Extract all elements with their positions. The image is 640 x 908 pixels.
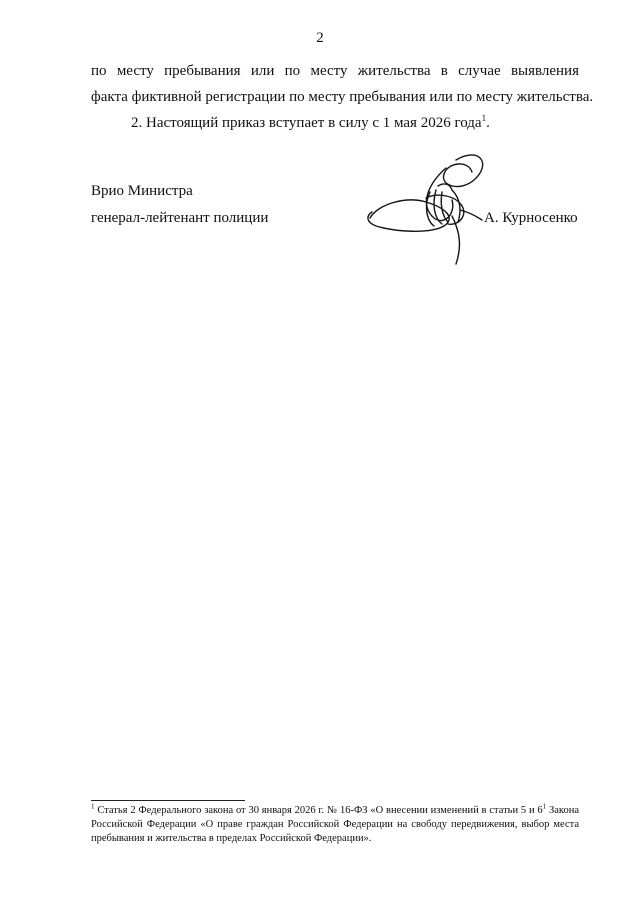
signatory-title-line-1: Врио Министра: [91, 183, 193, 199]
continuation-line-1: по месту пребывания или по месту жительства в случае выявления: [91, 63, 579, 79]
body-text: [91, 58, 594, 136]
footnote-divider: [91, 800, 245, 801]
footnote-article-superscript: 1: [542, 802, 547, 811]
paragraph-2: [91, 110, 579, 136]
signatory-title: [91, 178, 268, 232]
footnote-reference: 1: [481, 113, 487, 123]
paragraph-2-text: 2. Настоящий приказ вступает в силу с 1 мая 2026 года: [131, 115, 482, 131]
continuation-line-2: факта фиктивной регистрации по месту пребывания или по месту жительства.: [91, 89, 594, 105]
handwritten-signature: [360, 146, 490, 270]
footnote-text-part-2: Закона Российской Федерации «О праве граждан Российской Федерации на свободу передвижения, выбор места пребывания и жительства в пределах Российской Федерации».: [91, 805, 579, 844]
signatory-title-line-2: генерал-лейтенант полиции: [91, 210, 269, 226]
footnote-marker: 1: [91, 802, 95, 811]
footnote: [91, 804, 579, 846]
page-number: 2: [316, 30, 324, 46]
signatory-name: А. Курносенко: [484, 210, 578, 226]
footnote-text-part-1: Статья 2 Федерального закона от 30 января 2026 г. № 16-ФЗ «О внесении изменений в статьи 5 и 6: [97, 805, 543, 816]
paragraph-2-end: .: [486, 115, 490, 131]
